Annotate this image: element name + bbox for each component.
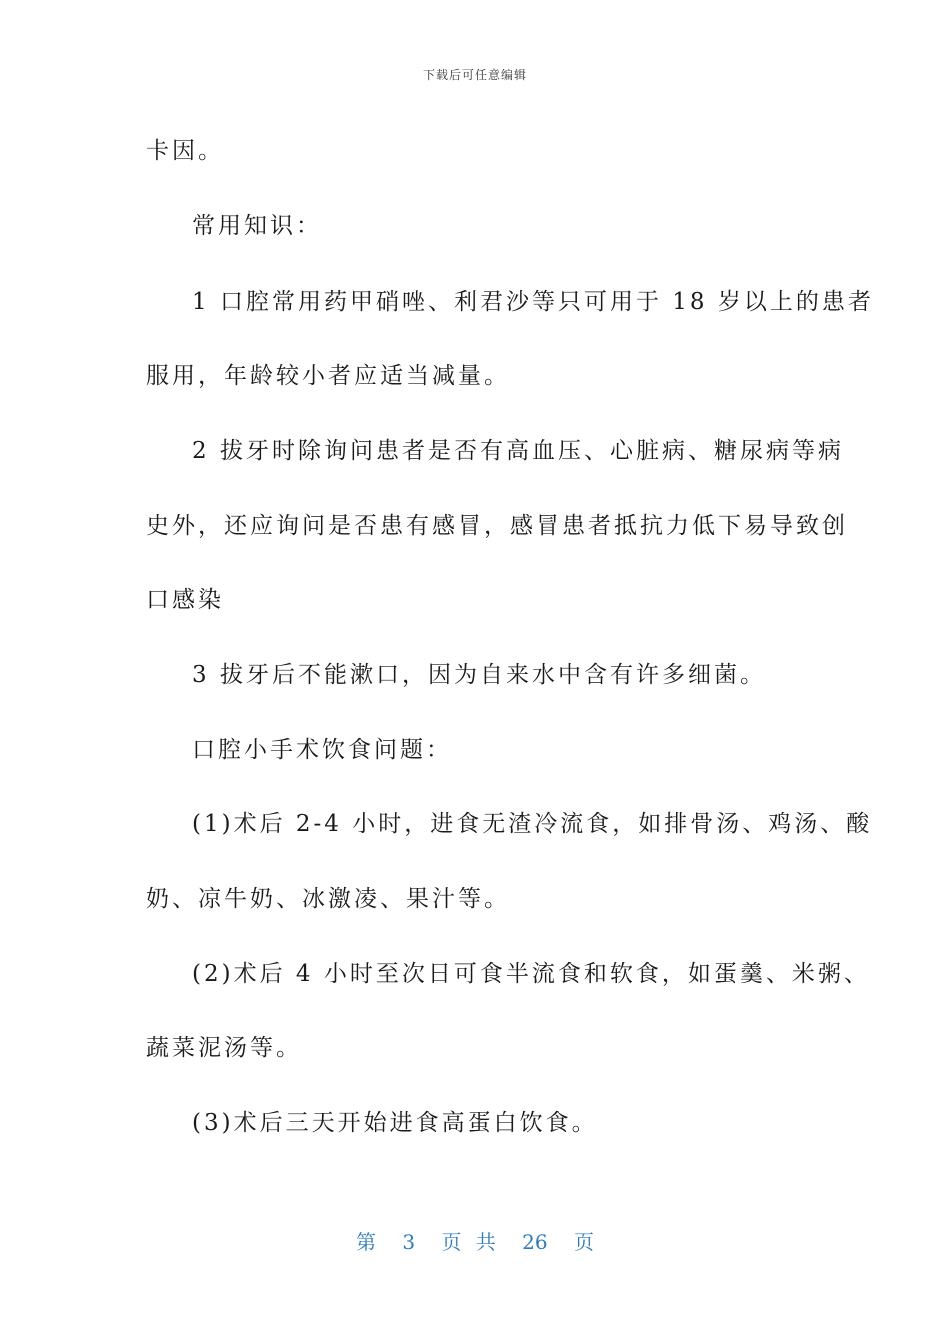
- body-line: (2)术后 4 小时至次日可食半流食和软食，如蛋羹、米粥、: [192, 961, 870, 987]
- footer-current-page: 3: [402, 1230, 416, 1254]
- body-line: 奶、凉牛奶、冰激凌、果汁等。: [146, 886, 510, 912]
- footer-total-pages: 26: [522, 1230, 548, 1254]
- body-line: 常用知识：: [192, 213, 322, 239]
- body-line: 史外，还应询问是否患有感冒，感冒患者抵抗力低下易导致创: [146, 513, 848, 539]
- page-footer: [0, 1226, 950, 1255]
- body-line: 3 拔牙后不能漱口，因为自来水中含有许多细菌。: [192, 662, 766, 688]
- page-header: 下载后可任意编辑: [422, 68, 527, 82]
- body-line: 服用，年龄较小者应适当减量。: [146, 363, 510, 389]
- footer-prefix: 第: [356, 1230, 376, 1254]
- body-line: (1)术后 2-4 小时，进食无渣冷流食，如排骨汤、鸡汤、酸: [192, 811, 873, 837]
- footer-mid: 页 共: [441, 1230, 496, 1254]
- body-line: 2 拔牙时除询问患者是否有高血压、心脏病、糖尿病等病: [192, 438, 844, 464]
- body-line: 口感染: [146, 587, 224, 613]
- body-line: 蔬菜泥汤等。: [146, 1035, 302, 1061]
- footer-suffix: 页: [573, 1230, 594, 1254]
- body-line: 卡因。: [146, 138, 224, 164]
- body-line: 口腔小手术饮食问题：: [192, 737, 452, 763]
- body-line: (3)术后三天开始进食高蛋白饮食。: [192, 1110, 598, 1136]
- body-line: 1 口腔常用药甲硝唑、利君沙等只可用于 18 岁以上的患者: [192, 289, 874, 315]
